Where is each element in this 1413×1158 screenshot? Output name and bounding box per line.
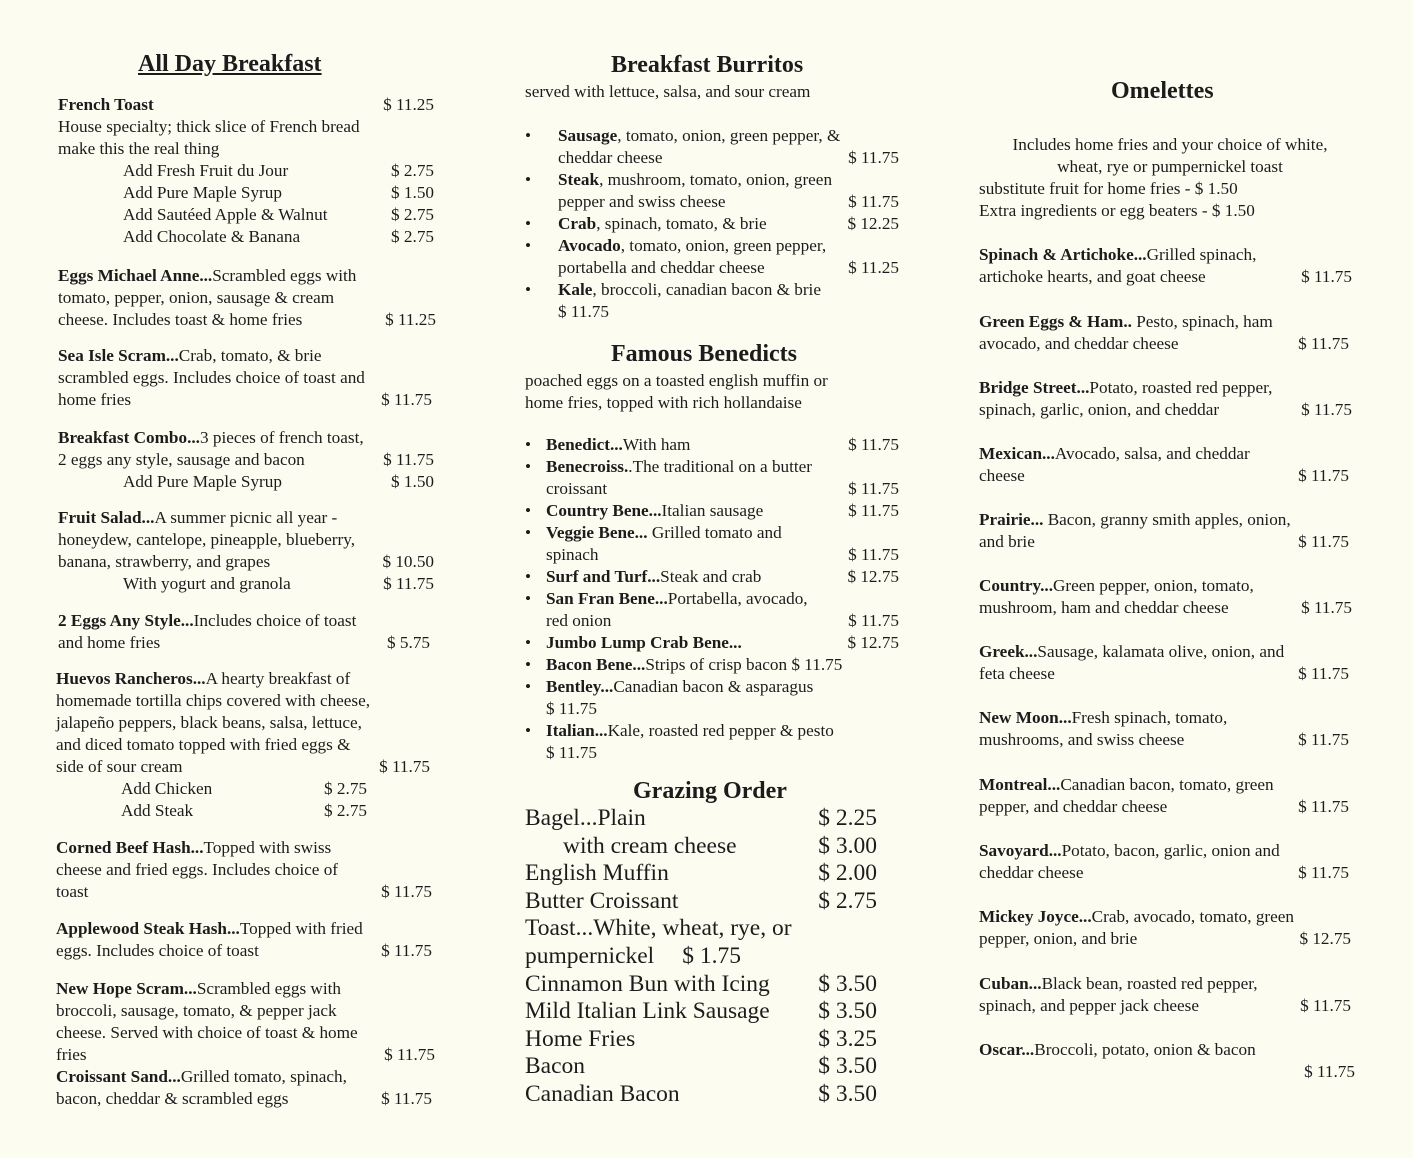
omelette-oscar: Oscar...Broccoli, potato, onion & bacon $ 11.75 xyxy=(979,1040,1355,1081)
grazing-list xyxy=(525,805,877,1109)
omelette-greek: Greek...Sausage, kalamata olive, onion, and feta cheese $ 11.75 xyxy=(979,642,1349,683)
section-title-grazing-order: Grazing Order xyxy=(633,778,787,804)
item-name: French Toast xyxy=(58,95,154,114)
menu-item-applewood-steak-hash: Applewood Steak Hash...Topped with fried eggs. Includes choice of toast $ 11.75 xyxy=(56,919,432,960)
grazing-item-cinnamon-bun: Cinnamon Bun with Icing $ 3.50 xyxy=(525,970,877,997)
grazing-item-home-fries: Home Fries $ 3.25 xyxy=(525,1025,877,1052)
benedict-item-benecroiss: • Benecroiss..The traditional on a butter croissant $ 11.75 xyxy=(523,456,899,500)
omelette-savoyard: Savoyard...Potato, bacon, garlic, onion and cheddar cheese $ 11.75 xyxy=(979,841,1349,882)
omelette-cuban: Cuban...Black bean, roasted red pepper, spinach, and pepper jack cheese $ 11.75 xyxy=(979,974,1351,1015)
grazing-item-toast: Toast...White, wheat, rye, or pumpernickel $ 1.75 xyxy=(525,915,792,969)
burrito-item-kale: • Kale, broccoli, canadian bacon & brie $ 11.75 xyxy=(523,279,899,323)
omelette-country: Country...Green pepper, onion, tomato, mushroom, ham and cheddar cheese $ 11.75 xyxy=(979,576,1352,617)
benedict-item-country: • Country Bene...Italian sausage $ 11.75 xyxy=(523,500,899,522)
item-price: $ 11.75 xyxy=(384,1045,435,1064)
section-title-breakfast-burritos: Breakfast Burritos xyxy=(611,52,804,78)
item-price: $ 11.75 xyxy=(381,1089,432,1108)
item-desc: make this the real thing xyxy=(58,139,220,158)
burrito-list xyxy=(523,125,899,323)
omelette-spinach-artichoke: Spinach & Artichoke...Grilled spinach, artichoke hearts, and goat cheese $ 11.75 xyxy=(979,245,1352,286)
item-price: $ 11.75 xyxy=(381,941,432,960)
benedict-item-bacon: • Bacon Bene...Strips of crisp bacon $ 11.75 xyxy=(523,654,899,676)
menu-item-corned-beef-hash: Corned Beef Hash...Topped with swiss cheese and fried eggs. Includes choice of toast $ 11.75 xyxy=(56,838,432,901)
section-title-all-day-breakfast: All Day Breakfast xyxy=(138,51,322,77)
benedict-item-san-fran: • San Fran Bene...Portabella, avocado, red onion $ 11.75 xyxy=(523,588,899,632)
benedicts-subtitle: poached eggs on a toasted english muffin or home fries, topped with rich hollandaise xyxy=(525,371,828,412)
addon-fruit: Add Fresh Fruit du Jour $ 2.75 xyxy=(123,161,434,180)
burrito-item-steak: • Steak, mushroom, tomato, onion, green pepper and swiss cheese $ 11.75 xyxy=(523,169,899,213)
omelette-new-moon: New Moon...Fresh spinach, tomato, mushrooms, and swiss cheese $ 11.75 xyxy=(979,708,1349,749)
item-price: $ 10.50 xyxy=(382,552,434,571)
item-price: $ 5.75 xyxy=(387,633,430,652)
menu-item-huevos-rancheros: Huevos Rancheros...A hearty breakfast of homemade tortilla chips covered with cheese, jalapeño peppers, black beans, salsa, lettuce, and diced tomato topped with fried eggs & side of sour cream $ 11.75 Add Chicken $ 2.75 Add Steak $ 2.75 xyxy=(56,669,430,820)
grazing-item-canadian-bacon: Canadian Bacon $ 3.50 xyxy=(525,1080,877,1107)
addon-maple-syrup: Add Pure Maple Syrup $ 1.50 xyxy=(123,183,434,202)
menu-item-croissant-sand: Croissant Sand...Grilled tomato, spinach, bacon, cheddar & scrambled eggs $ 11.75 xyxy=(56,1067,432,1108)
omelette-montreal: Montreal...Canadian bacon, tomato, green pepper, and cheddar cheese $ 11.75 xyxy=(979,775,1349,816)
item-desc: House specialty; thick slice of French bread xyxy=(58,117,360,136)
omelette-mickey-joyce: Mickey Joyce...Crab, avocado, tomato, green pepper, onion, and brie $ 12.75 xyxy=(979,907,1351,948)
benedict-item-italian: • Italian...Kale, roasted red pepper & pesto $ 11.75 xyxy=(523,720,899,764)
benedict-item-bentley: • Bentley...Canadian bacon & asparagus $ 11.75 xyxy=(523,676,899,720)
grazing-item-cream-cheese: with cream cheese $ 3.00 xyxy=(563,832,877,859)
omelette-green-eggs-ham: Green Eggs & Ham.. Pesto, spinach, ham avocado, and cheddar cheese $ 11.75 xyxy=(979,312,1349,353)
burrito-item-avocado: • Avocado, tomato, onion, green pepper, portabella and cheddar cheese $ 11.25 xyxy=(523,235,899,279)
section-title-famous-benedicts: Famous Benedicts xyxy=(611,341,797,367)
grazing-item-bacon: Bacon $ 3.50 xyxy=(525,1053,877,1080)
omelette-prairie: Prairie... Bacon, granny smith apples, onion, and brie $ 11.75 xyxy=(979,510,1349,551)
grazing-item-english-muffin: English Muffin $ 2.00 xyxy=(525,860,877,887)
section-title-omelettes: Omelettes xyxy=(1111,78,1214,104)
grazing-item-bagel: Bagel...Plain $ 2.25 xyxy=(525,805,877,831)
benedict-item-veggie: • Veggie Bene... Grilled tomato and spinach $ 11.75 xyxy=(523,522,899,566)
grazing-item-italian-sausage: Mild Italian Link Sausage $ 3.50 xyxy=(525,998,877,1025)
benedict-item-jumbo-crab: • Jumbo Lump Crab Bene... $ 12.75 xyxy=(523,632,899,654)
menu-item-sea-isle-scram: Sea Isle Scram...Crab, tomato, & brie scrambled eggs. Includes choice of toast and home fries $ 11.75 xyxy=(58,346,432,409)
omelettes-intro: Includes home fries and your choice of white, wheat, rye or pumpernickel toast substitute fruit for home fries - $ 1.50 Extra ingredients or egg beaters - $ 1.50 xyxy=(979,135,1328,220)
addon-chicken: Add Chicken $ 2.75 xyxy=(121,779,367,798)
menu-item-eggs-michael-anne: Eggs Michael Anne...Scrambled eggs with tomato, pepper, onion, sausage & cream cheese. Includes toast & home fries $ 11.25 xyxy=(58,266,436,329)
item-price: $ 11.75 xyxy=(381,882,432,901)
addon-steak: Add Steak $ 2.75 xyxy=(121,801,367,820)
menu-item-breakfast-combo: Breakfast Combo...3 pieces of french toast, 2 eggs any style, sausage and bacon $ 11.75 Add Pure Maple Syrup $ 1.50 xyxy=(58,428,434,491)
item-price: $ 11.25 xyxy=(385,310,436,329)
menu-item-fruit-salad: Fruit Salad...A summer picnic all year - honeydew, cantelope, pineapple, blueberry, banana, strawberry, and grapes $ 10.50 With yogurt and granola $ 11.75 xyxy=(58,508,434,593)
benedict-list xyxy=(523,434,899,764)
menu-item-new-hope-scram: New Hope Scram...Scrambled eggs with broccoli, sausage, tomato, & pepper jack cheese. Served with choice of toast & home fries $ 11.75 xyxy=(56,979,435,1064)
menu-item-french-toast xyxy=(58,94,434,248)
section-subtitle-burritos: served with lettuce, salsa, and sour cream xyxy=(525,82,811,101)
burrito-item-sausage: • Sausage, tomato, onion, green pepper, & cheddar cheese $ 11.75 xyxy=(523,125,899,169)
addon-chocolate-banana: Add Chocolate & Banana $ 2.75 xyxy=(123,227,434,246)
item-price: $ 11.75 xyxy=(383,450,434,469)
addon-apple-walnut: Add Sautéed Apple & Walnut $ 2.75 xyxy=(123,205,434,224)
grazing-item-butter-croissant: Butter Croissant $ 2.75 xyxy=(525,887,877,914)
benedict-item-surf-turf: • Surf and Turf...Steak and crab $ 12.75 xyxy=(523,566,899,588)
burrito-item-crab: • Crab, spinach, tomato, & brie $ 12.25 xyxy=(523,213,899,235)
omelette-bridge-street: Bridge Street...Potato, roasted red pepper, spinach, garlic, onion, and cheddar $ 11.75 xyxy=(979,378,1352,419)
item-price: $ 11.75 xyxy=(381,390,432,409)
item-price: $ 11.25 xyxy=(383,95,434,114)
item-price: $ 11.75 xyxy=(379,757,430,776)
omelette-mexican: Mexican...Avocado, salsa, and cheddar cheese $ 11.75 xyxy=(979,444,1349,485)
benedict-item-benedict: • Benedict...With ham $ 11.75 xyxy=(523,434,899,456)
menu-item-two-eggs: 2 Eggs Any Style...Includes choice of toast and home fries $ 5.75 xyxy=(58,611,430,652)
